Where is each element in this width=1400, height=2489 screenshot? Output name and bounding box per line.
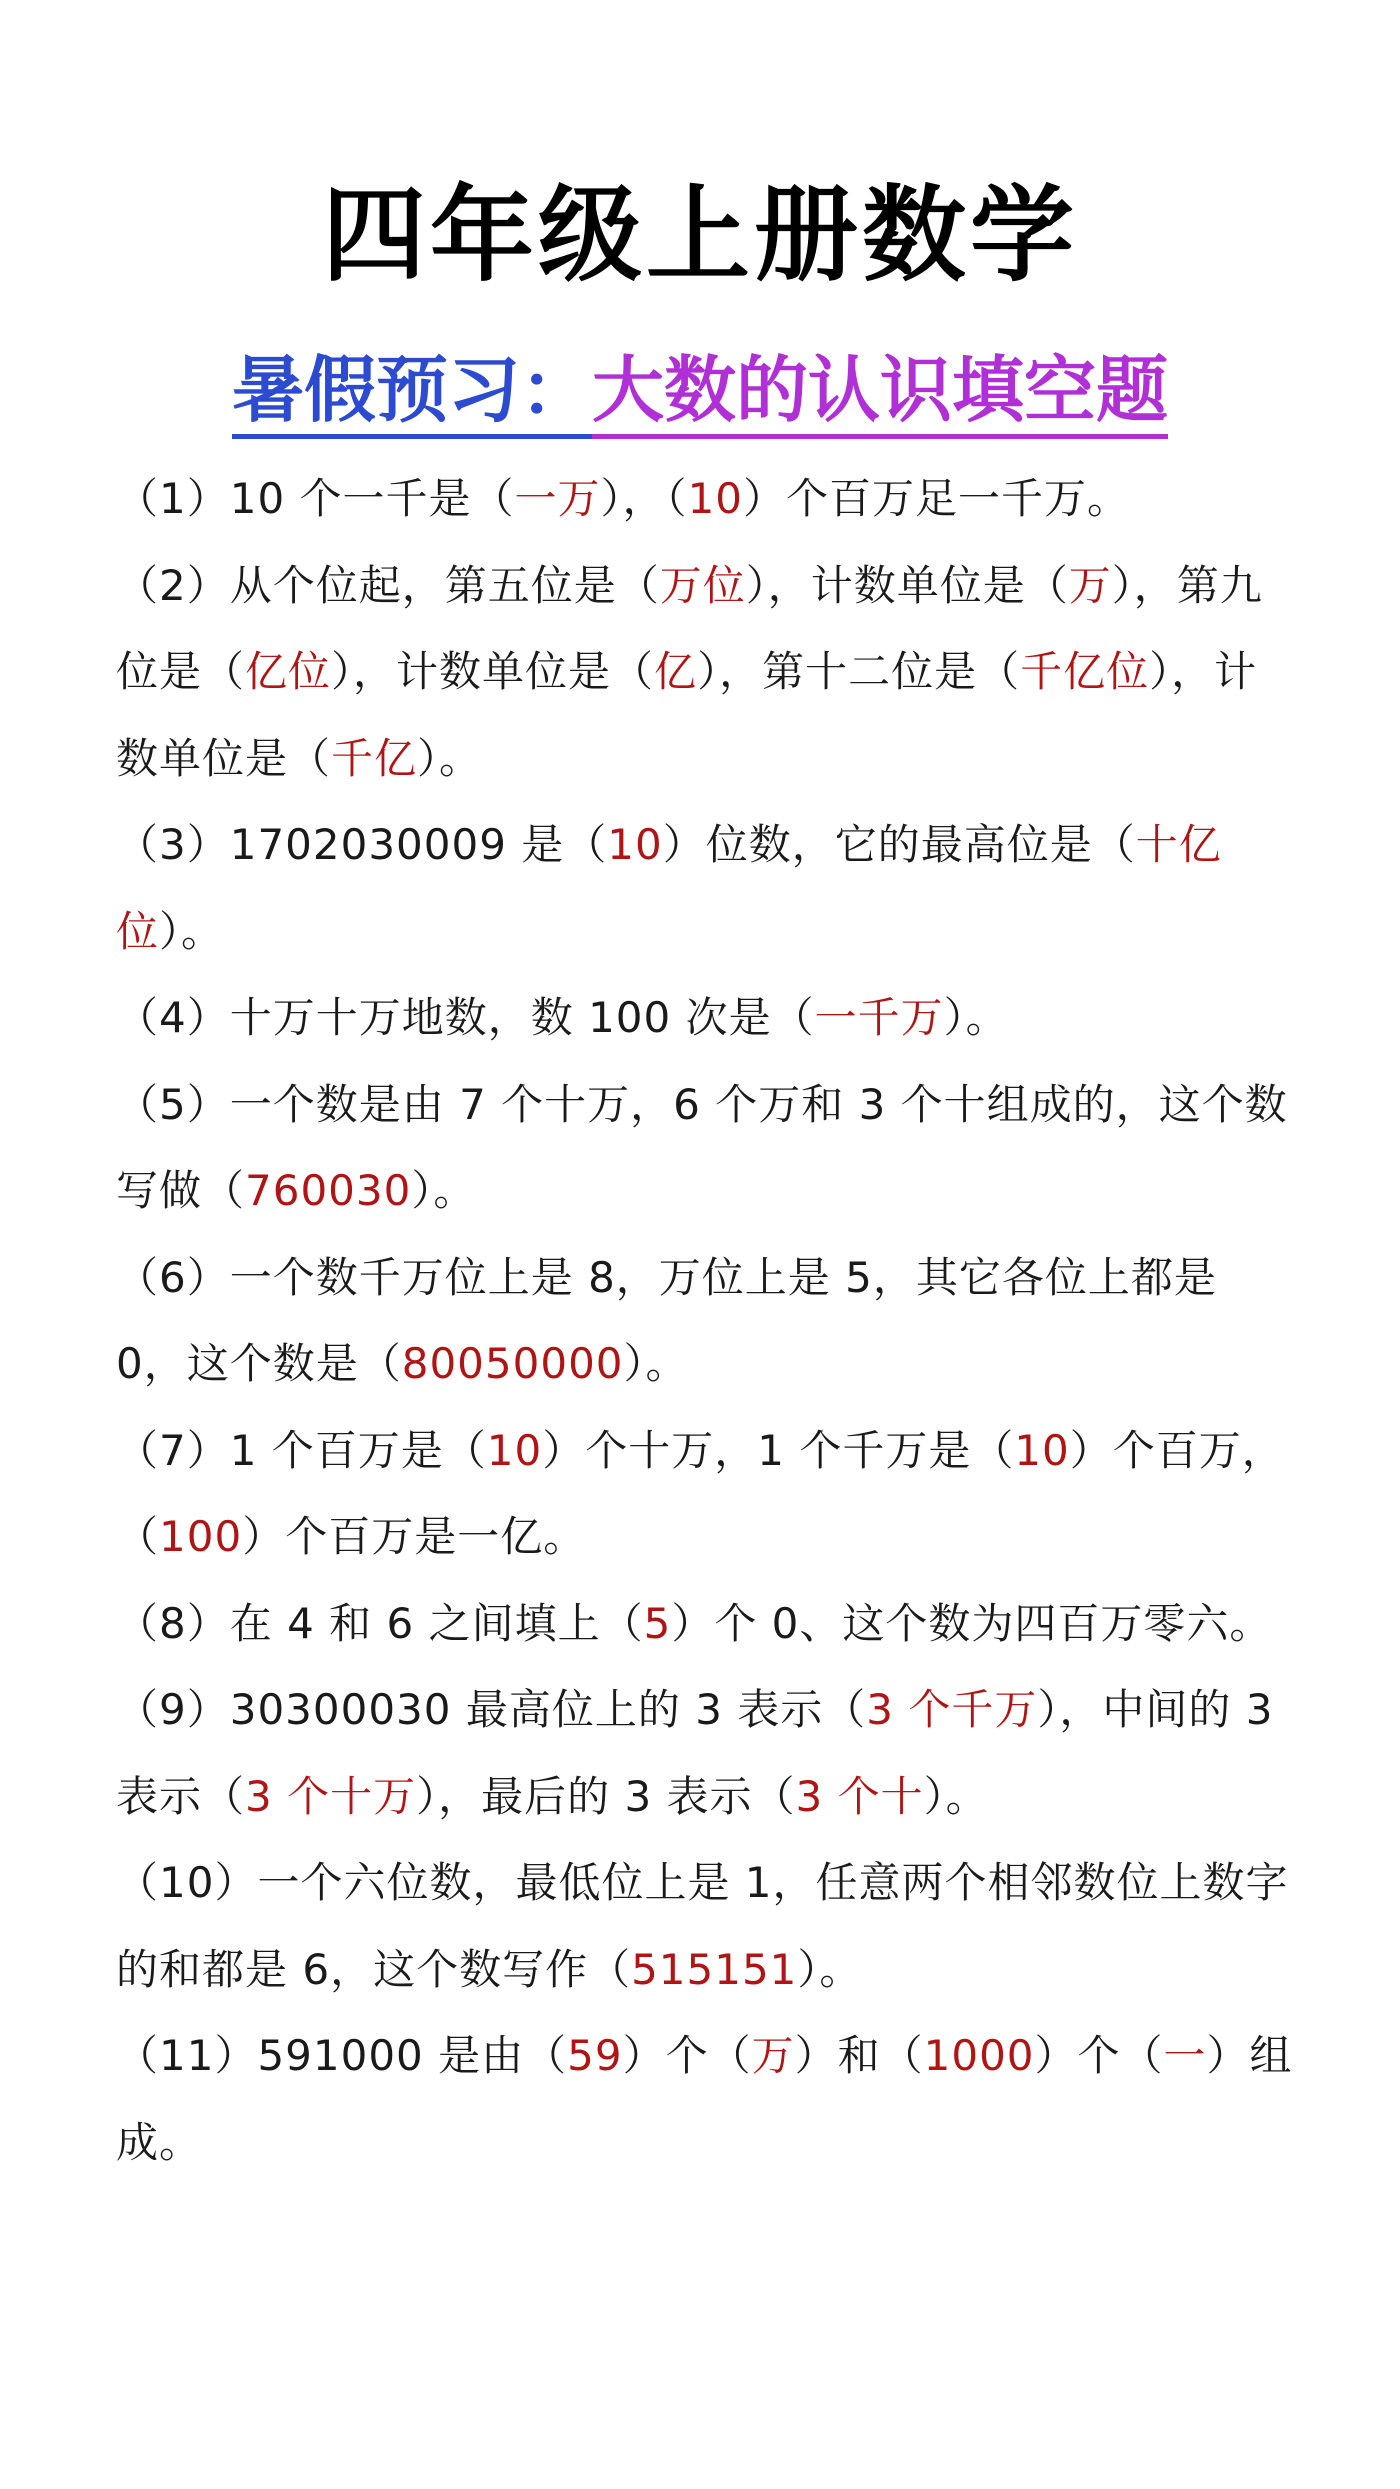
answer-text: 亿位: [245, 647, 332, 696]
answer-text: 5: [643, 1598, 672, 1648]
question-text: ）个 0、这个数为四百万零六。: [671, 1598, 1273, 1648]
answer-text: 80050000: [401, 1339, 624, 1388]
question-text: ）。: [159, 906, 225, 956]
question-text: ）个（: [1034, 2031, 1164, 2080]
question-text: （3）1702030009 是（: [116, 820, 608, 869]
answer-text: 千亿: [331, 733, 418, 783]
question-item: [116, 456, 1296, 543]
question-text: ）个十万，1 个千万是（: [542, 1425, 1015, 1475]
question-text: ），最后的 3 表示（: [416, 1771, 796, 1821]
question-text: ）个百万，（: [116, 1425, 1285, 1561]
question-text: ），第十二位是（: [697, 647, 1021, 696]
answer-text: 760030: [245, 1166, 412, 1215]
answer-text: 一: [1163, 2031, 1207, 2080]
question-item: [116, 1235, 1296, 1408]
question-text: （6）一个数千万位上是 8，万位上是 5，其它各位上都是 0，这个数是（: [116, 1252, 1217, 1388]
question-text: （10）一个六位数，最低位上是 1，任意两个相邻数位上数字的和都是 6，这个数写作（: [116, 1858, 1289, 1994]
question-item: [116, 543, 1296, 803]
answer-text: 1000: [923, 2031, 1035, 2080]
question-text: ）位数，它的最高位是（: [662, 820, 1136, 869]
question-item: [116, 2013, 1296, 2186]
question-text: （7）1 个百万是（: [116, 1425, 487, 1475]
question-text: ），计数单位是（: [745, 560, 1069, 610]
subtitle-part1: 暑假预习：: [232, 348, 592, 439]
question-text: （1）10 个一千是（: [116, 474, 515, 523]
answer-text: 10: [1014, 1425, 1070, 1475]
question-text: ），计数单位是（: [331, 647, 655, 696]
question-item: [116, 1840, 1296, 2013]
question-text: （5）一个数是由 7 个十万，6 个万和 3 个十组成的，这个数写做（: [116, 1079, 1288, 1215]
question-text: ）和（: [794, 2031, 924, 2080]
answer-text: 十亿位: [116, 820, 1222, 956]
question-item: [116, 1062, 1296, 1235]
question-item: [116, 1667, 1296, 1840]
answer-text: 515151: [631, 1944, 798, 1994]
answer-text: 59: [567, 2031, 623, 2080]
question-text: ），中间的 3 表示（: [116, 1685, 1274, 1821]
question-text: （9）30300030 最高位上的 3 表示（: [116, 1685, 867, 1734]
answer-text: 亿: [654, 647, 698, 696]
answer-text: 一万: [514, 474, 601, 523]
answer-text: 千亿位: [1020, 647, 1150, 696]
question-text: ）个百万足一千万。: [743, 474, 1131, 523]
question-text: ）。: [943, 993, 1009, 1042]
answer-text: 10: [687, 474, 744, 523]
question-list: [116, 456, 1296, 2186]
answer-text: 一千万: [814, 993, 944, 1042]
question-item: [116, 1408, 1296, 1581]
question-text: ）。: [623, 1339, 689, 1388]
question-text: （4）十万十万地数，数 100 次是（: [116, 993, 815, 1042]
answer-text: 100: [159, 1512, 243, 1561]
question-text: ）个（: [622, 2031, 752, 2080]
question-text: ），计数单位是（: [116, 647, 1258, 783]
answer-text: 3 个十: [795, 1771, 924, 1821]
subtitle-part2: 大数的认识填空题: [592, 348, 1168, 439]
question-text: （8）在 4 和 6 之间填上（: [116, 1598, 644, 1648]
answer-text: 10: [607, 820, 663, 869]
question-text: ）。: [797, 1944, 863, 1994]
question-item: [116, 1581, 1296, 1668]
question-text: ）。: [417, 733, 483, 783]
page-subtitle: [0, 340, 1400, 440]
answer-text: 万: [751, 2031, 795, 2080]
page-title: 四年级上册数学: [321, 174, 1078, 296]
question-text: ）。: [411, 1166, 477, 1215]
question-text: ）组成。: [116, 2031, 1293, 2167]
question-text: （11）591000 是由（: [116, 2031, 568, 2080]
answer-text: 万: [1068, 560, 1112, 610]
answer-text: 3 个千万: [866, 1685, 1038, 1734]
answer-text: 10: [486, 1425, 543, 1475]
answer-text: 万位: [659, 560, 746, 610]
question-item: [116, 975, 1296, 1062]
question-text: （2）从个位起，第五位是（: [116, 560, 660, 610]
question-text: ），第九位是（: [116, 560, 1263, 696]
question-text: ），（: [600, 474, 688, 523]
answer-text: 3 个十万: [245, 1771, 417, 1821]
question-item: [116, 802, 1296, 975]
question-text: ）个百万是一亿。: [242, 1512, 587, 1561]
question-text: ）。: [923, 1771, 989, 1821]
